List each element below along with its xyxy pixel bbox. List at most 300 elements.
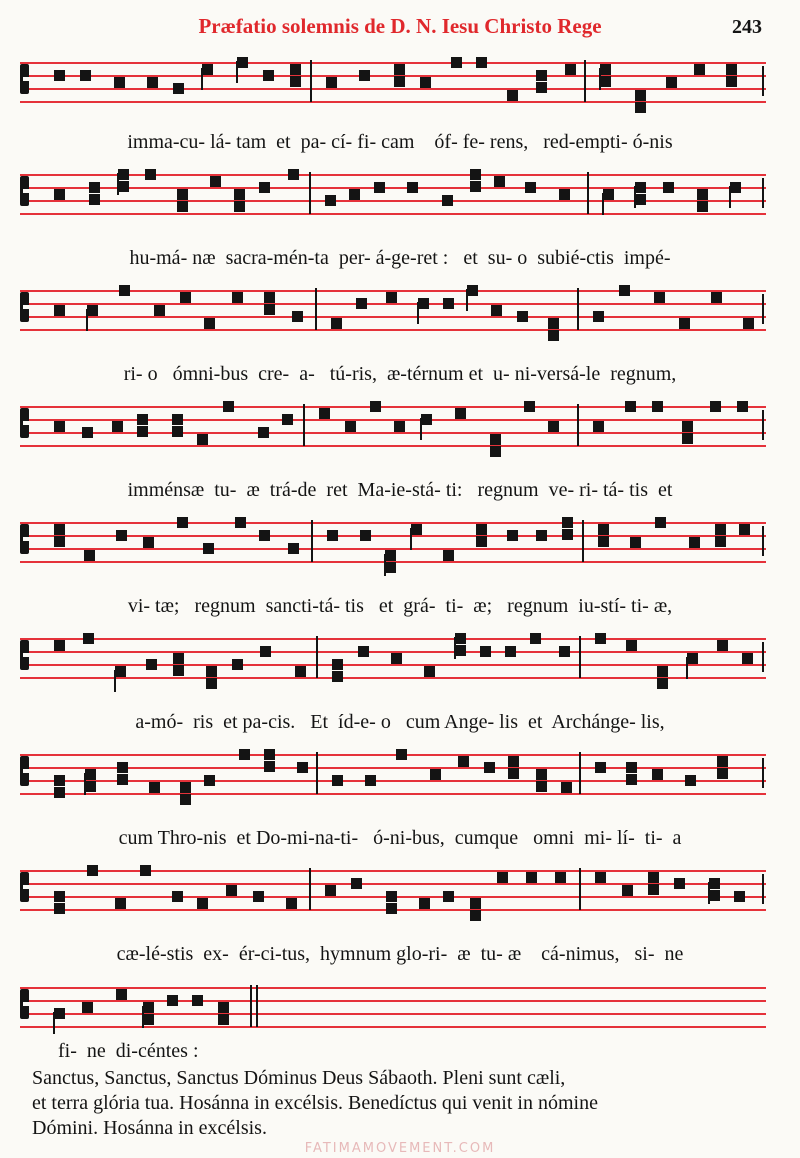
neume	[593, 421, 604, 432]
neume	[118, 169, 129, 180]
neume	[173, 653, 184, 664]
neume	[331, 318, 342, 329]
neume	[424, 666, 435, 677]
neume	[359, 70, 370, 81]
do-clef-icon	[20, 176, 29, 206]
neume	[419, 898, 430, 909]
neume-stem	[634, 186, 636, 208]
neume	[717, 640, 728, 651]
neume	[717, 768, 728, 779]
neume	[682, 433, 693, 444]
neume	[119, 285, 130, 296]
neume	[548, 421, 559, 432]
neume	[407, 182, 418, 193]
neume	[626, 640, 637, 651]
neume	[286, 898, 297, 909]
neume	[54, 903, 65, 914]
division-bar	[587, 172, 589, 214]
neume	[365, 775, 376, 786]
neume	[635, 102, 646, 113]
neume	[458, 756, 469, 767]
neume-stem	[602, 193, 604, 215]
neume	[282, 414, 293, 425]
neume	[689, 537, 700, 548]
chant-staff	[20, 520, 766, 564]
neume	[391, 653, 402, 664]
neume	[332, 775, 343, 786]
custos-bar	[762, 642, 764, 672]
neume	[172, 426, 183, 437]
staff-line	[20, 101, 766, 103]
neume	[451, 57, 462, 68]
neume	[84, 550, 95, 561]
neume	[360, 530, 371, 541]
neume	[697, 201, 708, 212]
staff-line	[20, 174, 766, 176]
chant-staff	[20, 172, 766, 216]
neume	[626, 774, 637, 785]
neume	[635, 182, 646, 193]
neume	[709, 890, 720, 901]
neume	[595, 762, 606, 773]
neume	[394, 64, 405, 75]
division-bar	[584, 60, 586, 102]
neume	[737, 401, 748, 412]
staff-line	[20, 987, 766, 989]
division-bar	[316, 752, 318, 794]
neume	[203, 543, 214, 554]
staff-line	[20, 780, 766, 782]
chant-staff	[20, 288, 766, 332]
neume	[484, 762, 495, 773]
staff-line	[20, 1026, 766, 1028]
staff-line	[20, 535, 766, 537]
lyric-line: imménsæ tu- æ trá-de ret Ma-ie-stá- ti: regnum ve- ri- tá- tis et	[127, 479, 673, 501]
neume	[663, 182, 674, 193]
neume-stem	[708, 882, 710, 904]
neume	[565, 64, 576, 75]
neume	[82, 427, 93, 438]
neume	[143, 537, 154, 548]
neume-stem	[53, 1012, 55, 1034]
neume	[145, 169, 156, 180]
neume	[370, 401, 381, 412]
chant-staff	[20, 636, 766, 680]
neume	[290, 64, 301, 75]
neume	[260, 646, 271, 657]
do-clef-icon	[20, 524, 29, 554]
neume-stem	[466, 289, 468, 311]
neume	[143, 1002, 154, 1013]
neume	[173, 83, 184, 94]
neume	[394, 76, 405, 87]
neume	[742, 653, 753, 664]
division-bar	[577, 288, 579, 330]
neume	[297, 762, 308, 773]
neume	[263, 70, 274, 81]
neume	[177, 517, 188, 528]
neume	[687, 653, 698, 664]
neume	[626, 762, 637, 773]
neume	[232, 292, 243, 303]
do-clef-icon	[20, 640, 29, 670]
neume	[197, 434, 208, 445]
neume-stem	[84, 773, 86, 795]
neume	[490, 434, 501, 445]
neume-stem	[729, 186, 731, 208]
neume	[232, 659, 243, 670]
neume	[356, 298, 367, 309]
neume	[290, 76, 301, 87]
neume	[85, 781, 96, 792]
chant-staff	[20, 60, 766, 104]
custos-bar	[762, 526, 764, 556]
neume	[206, 678, 217, 689]
lyric-line-final: fi- ne di-céntes :	[58, 1040, 199, 1062]
neume-stem	[86, 309, 88, 331]
neume	[508, 768, 519, 779]
neume	[172, 414, 183, 425]
neume	[218, 1002, 229, 1013]
do-clef-icon	[20, 756, 29, 786]
chant-staff	[20, 985, 766, 1029]
neume	[525, 182, 536, 193]
watermark: FATIMAMOVEMENT.COM	[304, 1141, 496, 1156]
neume	[54, 536, 65, 547]
lyric-line: ri- o ómni-bus cre- a- tú-ris, æ-térnum et u- ni-versá-le regnum,	[123, 363, 677, 385]
neume	[386, 903, 397, 914]
neume	[470, 181, 481, 192]
custos-bar	[762, 758, 764, 788]
neume	[530, 633, 541, 644]
neume	[455, 408, 466, 419]
neume	[648, 884, 659, 895]
neume	[430, 769, 441, 780]
neume	[80, 70, 91, 81]
division-bar	[309, 172, 311, 214]
neume	[385, 562, 396, 573]
custos-bar	[762, 178, 764, 208]
neume	[326, 77, 337, 88]
neume	[600, 64, 611, 75]
neume	[710, 401, 721, 412]
neume	[524, 401, 535, 412]
neume	[112, 421, 123, 432]
neume	[116, 989, 127, 1000]
page-title: Præfatio solemnis de D. N. Iesu Christo Rege	[198, 14, 602, 38]
neume	[625, 401, 636, 412]
neume	[386, 292, 397, 303]
neume	[711, 292, 722, 303]
neume	[54, 70, 65, 81]
neume	[147, 77, 158, 88]
closing-line: et terra glória tua. Hosánna in excélsis. Benedíctus qui venit in nómine	[32, 1092, 598, 1114]
neume	[630, 537, 641, 548]
neume	[561, 782, 572, 793]
neume	[715, 524, 726, 535]
neume	[685, 775, 696, 786]
neume	[385, 550, 396, 561]
neume	[517, 311, 528, 322]
lyric-line: cæ-lé-stis ex- ér-ci-tus, hymnum glo-ri- æ tu- æ cá-nimus, si- ne	[116, 943, 684, 965]
neume	[411, 524, 422, 535]
neume	[442, 195, 453, 206]
neume	[154, 305, 165, 316]
neume	[595, 872, 606, 883]
neume	[648, 872, 659, 883]
neume	[258, 427, 269, 438]
staff-line	[20, 638, 766, 640]
neume-stem	[417, 302, 419, 324]
lyric-line: a-mó- ris et pa-cis. Et íd-e- o cum Ange- lis et Archánge- lis,	[135, 711, 665, 733]
neume	[327, 530, 338, 541]
neume	[264, 761, 275, 772]
neume	[332, 659, 343, 670]
neume	[507, 90, 518, 101]
neume	[325, 885, 336, 896]
neume	[89, 194, 100, 205]
neume	[470, 169, 481, 180]
neume	[394, 421, 405, 432]
neume	[54, 891, 65, 902]
neume	[332, 671, 343, 682]
neume	[180, 292, 191, 303]
lyric-line: hu-má- næ sacra-mén-ta per- á-ge-ret : et su- o subié-ctis impé-	[129, 247, 671, 269]
neume	[54, 640, 65, 651]
neume	[657, 678, 668, 689]
staff-line	[20, 1000, 766, 1002]
neume	[593, 311, 604, 322]
do-clef-icon	[20, 408, 29, 438]
neume	[85, 769, 96, 780]
neume	[657, 666, 668, 677]
neume	[562, 529, 573, 540]
neume	[526, 872, 537, 883]
neume	[226, 885, 237, 896]
neume-stem	[686, 657, 688, 679]
neume	[177, 189, 188, 200]
staff-line	[20, 432, 766, 434]
do-clef-icon	[20, 872, 29, 902]
closing-text	[32, 1066, 777, 1141]
division-bar	[316, 636, 318, 678]
neume	[682, 421, 693, 432]
neume	[562, 517, 573, 528]
custos-bar	[762, 410, 764, 440]
chant-staff	[20, 868, 766, 912]
neume	[455, 645, 466, 656]
lyric-line: cum Thro-nis et Do-mi-na-ti- ó-ni-bus, cumque omni mi- lí- ti- a	[118, 827, 682, 849]
neume	[149, 782, 160, 793]
neume	[467, 285, 478, 296]
division-bar	[309, 868, 311, 910]
neume	[536, 769, 547, 780]
neume-stem	[201, 68, 203, 90]
neume	[679, 318, 690, 329]
neume	[730, 182, 741, 193]
closing-line: Dómini. Hosánna in excélsis.	[32, 1117, 267, 1139]
neume	[374, 182, 385, 193]
neume	[555, 872, 566, 883]
neume	[351, 878, 362, 889]
neume	[508, 756, 519, 767]
neume	[421, 414, 432, 425]
neume	[202, 64, 213, 75]
neume	[386, 891, 397, 902]
staff-line	[20, 754, 766, 756]
neume	[536, 781, 547, 792]
neume	[54, 775, 65, 786]
neume	[674, 878, 685, 889]
neume	[197, 898, 208, 909]
division-bar	[577, 404, 579, 446]
neume	[264, 292, 275, 303]
staff-line	[20, 62, 766, 64]
neume	[234, 189, 245, 200]
neume	[715, 536, 726, 547]
neume	[54, 524, 65, 535]
neume	[470, 898, 481, 909]
neume	[210, 176, 221, 187]
neume	[82, 1002, 93, 1013]
division-bar	[579, 636, 581, 678]
neume	[655, 517, 666, 528]
lyric-line: imma-cu- lá- tam et pa- cí- fi- cam óf- fe- rens, red-empti- ó-nis	[127, 131, 673, 153]
neume	[726, 76, 737, 87]
neume	[480, 646, 491, 657]
neume	[116, 530, 127, 541]
staff-line	[20, 187, 766, 189]
staff-line	[20, 200, 766, 202]
neume	[635, 194, 646, 205]
division-bar	[579, 752, 581, 794]
neume-stem	[599, 68, 601, 90]
neume	[288, 543, 299, 554]
staff-line	[20, 419, 766, 421]
lyric-line: vi- tæ; regnum sancti-tá- tis et grá- ti- æ; regnum iu-stí- ti- æ,	[127, 595, 673, 617]
staff-line	[20, 75, 766, 77]
neume	[600, 76, 611, 87]
neume	[177, 201, 188, 212]
division-bar	[579, 868, 581, 910]
neume	[172, 891, 183, 902]
neume	[396, 749, 407, 760]
neume	[455, 633, 466, 644]
division-bar	[582, 520, 584, 562]
neume	[54, 421, 65, 432]
neume	[288, 169, 299, 180]
neume	[54, 787, 65, 798]
neume	[89, 182, 100, 193]
neume-stem	[384, 554, 386, 576]
neume	[117, 774, 128, 785]
neume	[295, 666, 306, 677]
staff-line	[20, 445, 766, 447]
page-number: 243	[732, 16, 762, 38]
neume	[223, 401, 234, 412]
staff-line	[20, 793, 766, 795]
staff-line	[20, 303, 766, 305]
neume	[622, 885, 633, 896]
neume	[180, 794, 191, 805]
neume	[114, 77, 125, 88]
neume	[595, 633, 606, 644]
neume-stem	[142, 1006, 144, 1028]
neume	[494, 176, 505, 187]
neume	[654, 292, 665, 303]
neume	[319, 408, 330, 419]
neume	[358, 646, 369, 657]
double-bar	[250, 985, 252, 1027]
neume	[345, 421, 356, 432]
neume	[743, 318, 754, 329]
neume	[237, 57, 248, 68]
neume	[87, 305, 98, 316]
division-bar	[310, 60, 312, 102]
neume	[204, 775, 215, 786]
neume	[491, 305, 502, 316]
neume	[325, 195, 336, 206]
neume	[259, 182, 270, 193]
neume	[443, 891, 454, 902]
neume	[476, 536, 487, 547]
neume	[140, 865, 151, 876]
staff-line	[20, 88, 766, 90]
staff-line	[20, 316, 766, 318]
neume	[259, 530, 270, 541]
neume	[115, 666, 126, 677]
neume	[117, 762, 128, 773]
do-clef-icon	[20, 989, 29, 1019]
neume	[253, 891, 264, 902]
neume	[234, 201, 245, 212]
staff-line	[20, 213, 766, 215]
staff-line	[20, 329, 766, 331]
neume	[264, 749, 275, 760]
neume	[137, 414, 148, 425]
neume	[443, 550, 454, 561]
neume	[349, 189, 360, 200]
neume	[726, 64, 737, 75]
neume	[559, 189, 570, 200]
custos-bar	[762, 66, 764, 96]
neume	[536, 70, 547, 81]
neume	[218, 1014, 229, 1025]
neume	[507, 530, 518, 541]
do-clef-icon	[20, 292, 29, 322]
neume	[87, 865, 98, 876]
neume	[54, 189, 65, 200]
neume	[536, 530, 547, 541]
do-clef-icon	[20, 64, 29, 94]
staff-line	[20, 677, 766, 679]
neume	[505, 646, 516, 657]
division-bar	[311, 520, 313, 562]
chant-staff	[20, 404, 766, 448]
neume	[118, 181, 129, 192]
neume	[137, 426, 148, 437]
custos-bar	[762, 874, 764, 904]
chant-staff	[20, 752, 766, 796]
neume	[115, 898, 126, 909]
neume	[709, 878, 720, 889]
neume	[173, 665, 184, 676]
neume	[739, 524, 750, 535]
neume	[54, 1008, 65, 1019]
neume-stem	[117, 173, 119, 195]
double-bar	[256, 985, 258, 1027]
neume	[536, 82, 547, 93]
